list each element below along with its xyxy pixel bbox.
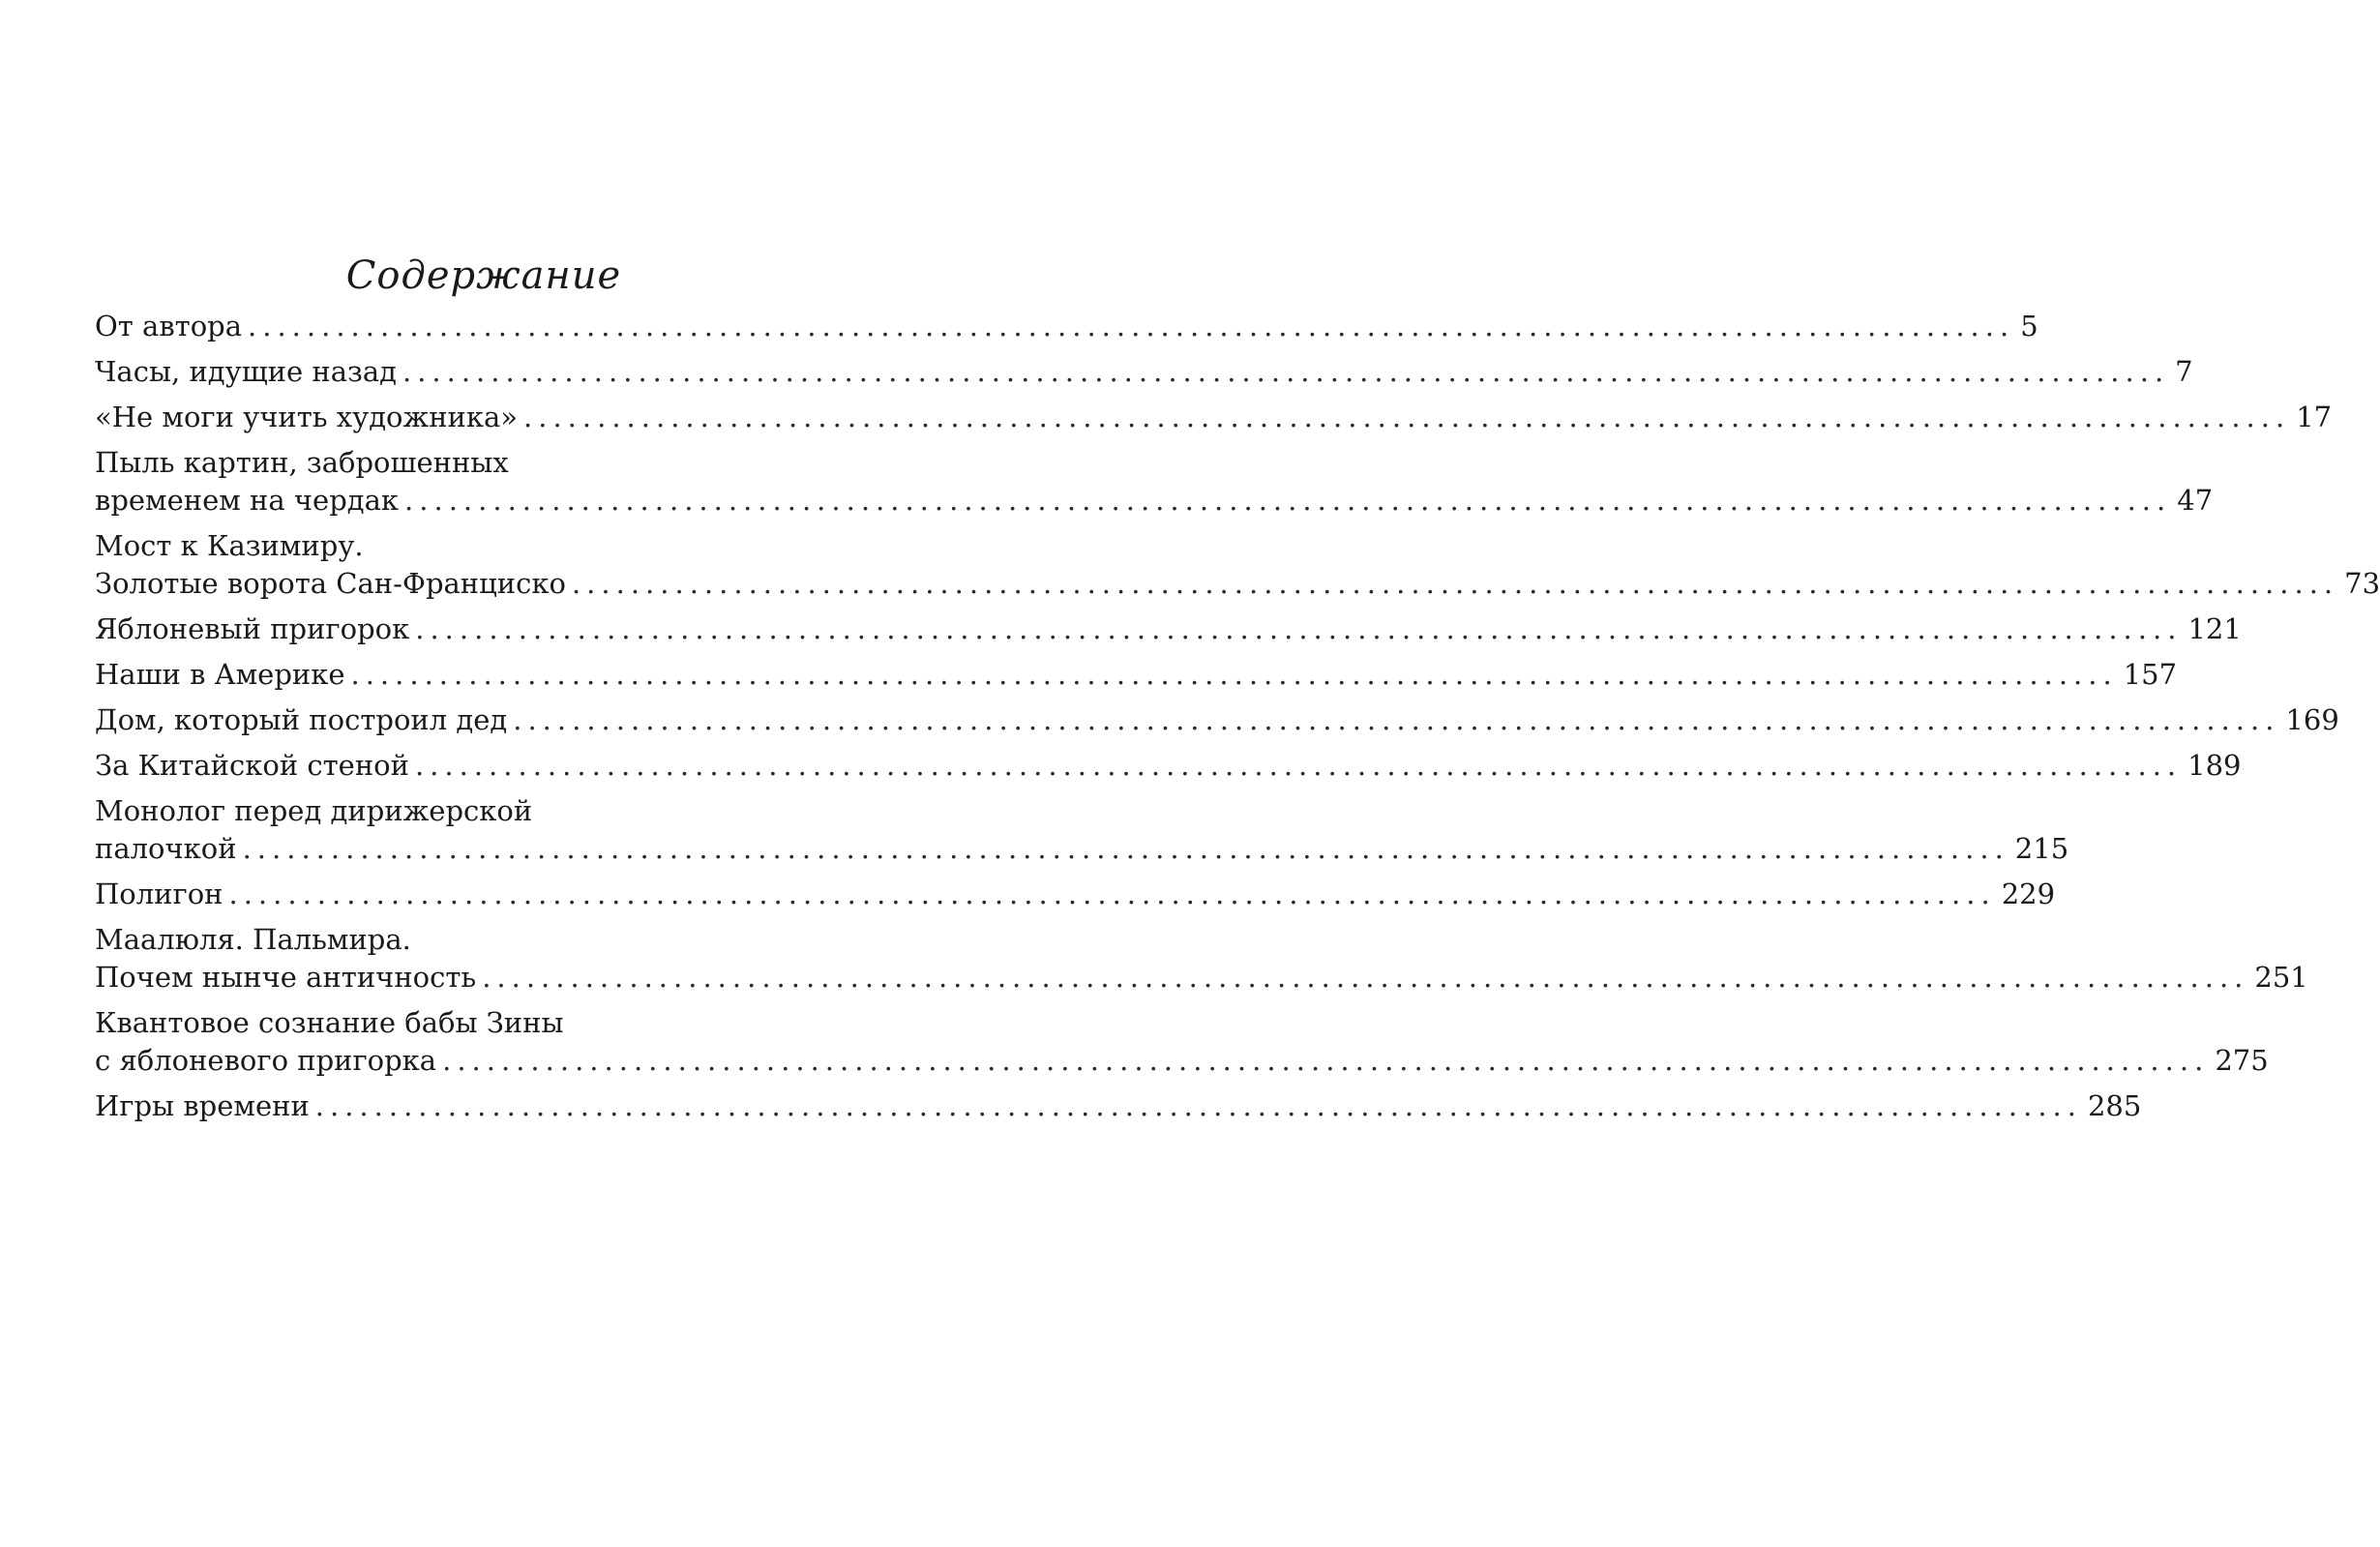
toc-page-number: 189 — [2187, 749, 2242, 782]
toc-entry[interactable] — [95, 656, 2178, 694]
toc-page-number: 7 — [2175, 355, 2193, 388]
dot-leader: ........................................................................................................................ — [248, 310, 2015, 342]
toc-entry-line — [95, 1087, 2142, 1125]
toc-entry[interactable] — [95, 1087, 2142, 1125]
toc-entry[interactable] — [95, 610, 2242, 648]
toc-entry-line — [95, 830, 2069, 868]
toc-entry-title-line: Пыль картин, заброшенных — [95, 446, 509, 479]
toc-page-number: 5 — [2020, 310, 2038, 342]
toc-entry-title: Золотые ворота Сан-Франциско — [95, 567, 566, 600]
dot-leader: ........................................................................................................................ — [242, 832, 2009, 865]
toc-entry-title: Полигон — [95, 878, 223, 910]
toc-entry-line — [95, 959, 2308, 997]
toc-page-number: 251 — [2254, 961, 2308, 994]
toc-entry-title: Яблоневый пригорок — [95, 612, 410, 645]
toc-entry-line — [95, 565, 2380, 603]
toc-page-number: 17 — [2296, 401, 2333, 433]
toc-entry-title-line: Мост к Казимиру. — [95, 529, 364, 562]
toc-entry[interactable] — [95, 792, 2069, 868]
toc-entry[interactable] — [95, 353, 2193, 391]
toc-page-number: 285 — [2087, 1089, 2142, 1122]
dot-leader: ........................................................................................................................ — [482, 961, 2249, 994]
page-title: Содержание — [345, 253, 622, 298]
dot-leader: ........................................................................................................................ — [513, 703, 2280, 736]
dot-leader: ........................................................................................................................ — [404, 484, 2172, 517]
dot-leader: ........................................................................................................................ — [523, 401, 2291, 433]
toc-entry[interactable] — [95, 399, 2333, 436]
dot-leader: ........................................................................................................................ — [414, 749, 2183, 782]
toc-entry-line — [95, 399, 2333, 436]
toc-page-number: 121 — [2187, 612, 2242, 645]
toc-entry-title: За Китайской стеной — [95, 749, 409, 782]
dot-leader: ........................................................................................................................ — [415, 612, 2183, 645]
toc-page-number: 275 — [2215, 1044, 2269, 1077]
toc-entry-line — [95, 308, 2038, 345]
dot-leader: ........................................................................................................................ — [350, 658, 2118, 691]
dot-leader: ........................................................................................................................ — [571, 567, 2339, 600]
toc-entry-line — [95, 482, 2214, 520]
toc-entry-line — [95, 701, 2339, 739]
toc-entry-line — [95, 656, 2178, 694]
toc-entry-title: с яблоневого пригорка — [95, 1044, 437, 1077]
toc-page-number: 157 — [2123, 658, 2178, 691]
toc-entry-title: Игры времени — [95, 1089, 310, 1122]
toc-page-number: 47 — [2177, 484, 2214, 517]
toc-entry-title: От автора — [95, 310, 243, 342]
toc-entry-title-line: Монолог перед дирижерской — [95, 794, 533, 827]
toc-entry-line — [95, 1042, 2269, 1080]
toc-page-number: 169 — [2285, 703, 2339, 736]
toc-entry-title: Почем нынче античность — [95, 961, 477, 994]
toc-entry-line — [95, 353, 2193, 391]
dot-leader: ........................................................................................................................ — [314, 1089, 2082, 1122]
toc-entry-title: «Не моги учить художника» — [95, 401, 519, 433]
toc-entry[interactable] — [95, 1004, 2269, 1080]
toc-entry-line — [95, 876, 2056, 913]
toc-entry[interactable] — [95, 701, 2339, 739]
toc-entry-line — [95, 610, 2242, 648]
toc-entry[interactable] — [95, 921, 2308, 997]
toc-entry-title: временем на чердак — [95, 484, 400, 517]
table-of-contents — [95, 308, 2380, 1133]
dot-leader: ........................................................................................................................ — [402, 355, 2170, 388]
toc-entry-title-line: Квантовое сознание бабы Зины — [95, 1006, 564, 1039]
toc-entry-title-line: Маалюля. Пальмира. — [95, 923, 411, 956]
toc-entry[interactable] — [95, 876, 2056, 913]
toc-entry[interactable] — [95, 308, 2038, 345]
toc-entry-line — [95, 747, 2242, 785]
toc-page-number: 229 — [2001, 878, 2056, 910]
toc-entry-title: палочкой — [95, 832, 237, 865]
toc-entry-title: Часы, идущие назад — [95, 355, 397, 388]
dot-leader: ........................................................................................................................ — [442, 1044, 2210, 1077]
toc-entry-title: Дом, который построил дед — [95, 703, 508, 736]
toc-entry-title: Наши в Америке — [95, 658, 345, 691]
toc-page-number: 73 — [2344, 567, 2380, 600]
toc-entry[interactable] — [95, 527, 2380, 603]
dot-leader: ........................................................................................................................ — [228, 878, 1996, 910]
toc-page-number: 215 — [2014, 832, 2069, 865]
toc-entry[interactable] — [95, 444, 2214, 520]
toc-entry[interactable] — [95, 747, 2242, 785]
